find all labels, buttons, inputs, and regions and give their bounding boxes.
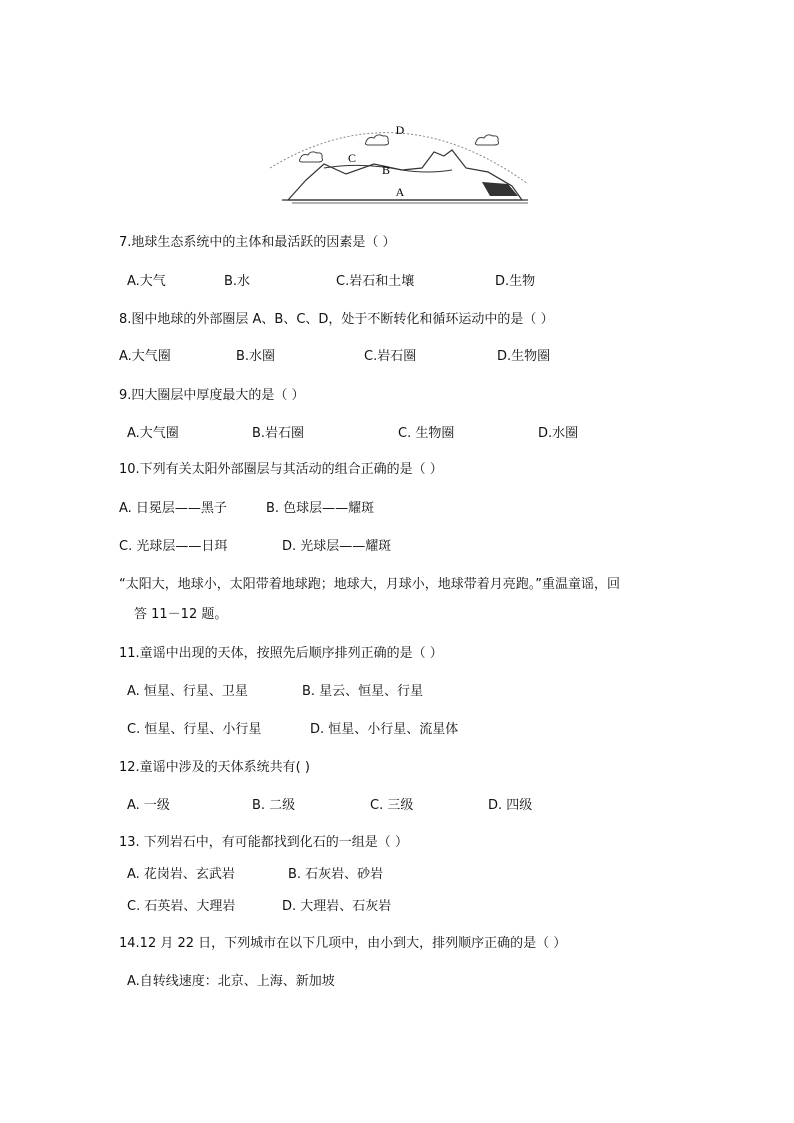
terrain bbox=[288, 150, 522, 200]
question-7-stem: 7.地球生态系统中的主体和最活跃的因素是（ ） bbox=[119, 235, 396, 250]
question-12-option-a[interactable]: A. 一级 bbox=[127, 798, 170, 813]
question-9-stem: 9.四大圈层中厚度最大的是（ ） bbox=[119, 388, 305, 403]
question-8-option-c[interactable]: C.岩石圈 bbox=[364, 349, 417, 364]
question-10-option-d[interactable]: D. 光球层——耀斑 bbox=[282, 539, 392, 554]
question-9-option-d[interactable]: D.水圈 bbox=[538, 426, 579, 441]
question-7-option-c[interactable]: C.岩石和土壤 bbox=[336, 274, 415, 289]
question-11-option-c[interactable]: C. 恒星、行星、小行星 bbox=[127, 722, 262, 737]
question-11-option-a[interactable]: A. 恒星、行星、卫星 bbox=[127, 684, 248, 699]
question-12-option-b[interactable]: B. 二级 bbox=[252, 798, 296, 813]
question-7-option-b[interactable]: B.水 bbox=[224, 274, 251, 289]
question-11-option-b[interactable]: B. 星云、恒星、行星 bbox=[302, 684, 424, 699]
earth-spheres-diagram bbox=[262, 112, 534, 214]
question-7-option-a[interactable]: A.大气 bbox=[127, 274, 166, 289]
question-10-stem: 10.下列有关太阳外部圈层与其活动的组合正确的是（ ） bbox=[119, 462, 443, 477]
question-9-option-a[interactable]: A.大气圈 bbox=[127, 426, 179, 441]
question-13-option-d[interactable]: D. 大理岩、石灰岩 bbox=[282, 899, 392, 914]
question-13-option-a[interactable]: A. 花岗岩、玄武岩 bbox=[127, 867, 235, 882]
question-7-option-d[interactable]: D.生物 bbox=[495, 274, 536, 289]
question-13-stem: 13. 下列岩石中，有可能都找到化石的一组是（ ） bbox=[119, 835, 408, 850]
question-13-option-b[interactable]: B. 石灰岩、砂岩 bbox=[288, 867, 384, 882]
label-a: A bbox=[395, 185, 405, 199]
passage-line-1: “太阳大，地球小，太阳带着地球跑；地球大，月球小，地球带着月亮跑。”重温童谣，回 bbox=[119, 577, 620, 592]
passage-line-2: 答 11－12 题。 bbox=[134, 607, 228, 622]
question-9-option-b[interactable]: B.岩石圈 bbox=[252, 426, 305, 441]
question-12-option-c[interactable]: C. 三级 bbox=[370, 798, 414, 813]
question-14-stem: 14.12 月 22 日，下列城市在以下几项中，由小到大，排列顺序正确的是（ ） bbox=[119, 936, 567, 951]
question-9-option-c[interactable]: C. 生物圈 bbox=[398, 426, 455, 441]
question-11-stem: 11.童谣中出现的天体，按照先后顺序排列正确的是（ ） bbox=[119, 646, 443, 661]
question-8-option-d[interactable]: D.生物圈 bbox=[497, 349, 551, 364]
question-12-stem: 12.童谣中涉及的天体系统共有( ) bbox=[119, 760, 310, 775]
label-c: C bbox=[347, 151, 357, 165]
label-b: B bbox=[381, 163, 391, 177]
question-10-option-c[interactable]: C. 光球层——日珥 bbox=[119, 539, 228, 554]
question-8-option-b[interactable]: B.水圈 bbox=[236, 349, 276, 364]
question-12-option-d[interactable]: D. 四级 bbox=[488, 798, 533, 813]
question-14-option-a[interactable]: A.自转线速度：北京、上海、新加坡 bbox=[127, 974, 335, 989]
cloud-icon bbox=[299, 135, 498, 162]
question-8-stem: 8.图中地球的外部圈层 A、B、C、D，处于不断转化和循环运动中的是（ ） bbox=[119, 312, 554, 327]
question-13-option-c[interactable]: C. 石英岩、大理岩 bbox=[127, 899, 236, 914]
question-8-option-a[interactable]: A.大气圈 bbox=[119, 349, 171, 364]
question-10-option-a[interactable]: A. 日冕层——黑子 bbox=[119, 501, 227, 516]
question-11-option-d[interactable]: D. 恒星、小行星、流星体 bbox=[310, 722, 459, 737]
question-10-option-b[interactable]: B. 色球层——耀斑 bbox=[266, 501, 375, 516]
label-d: D bbox=[395, 123, 405, 137]
